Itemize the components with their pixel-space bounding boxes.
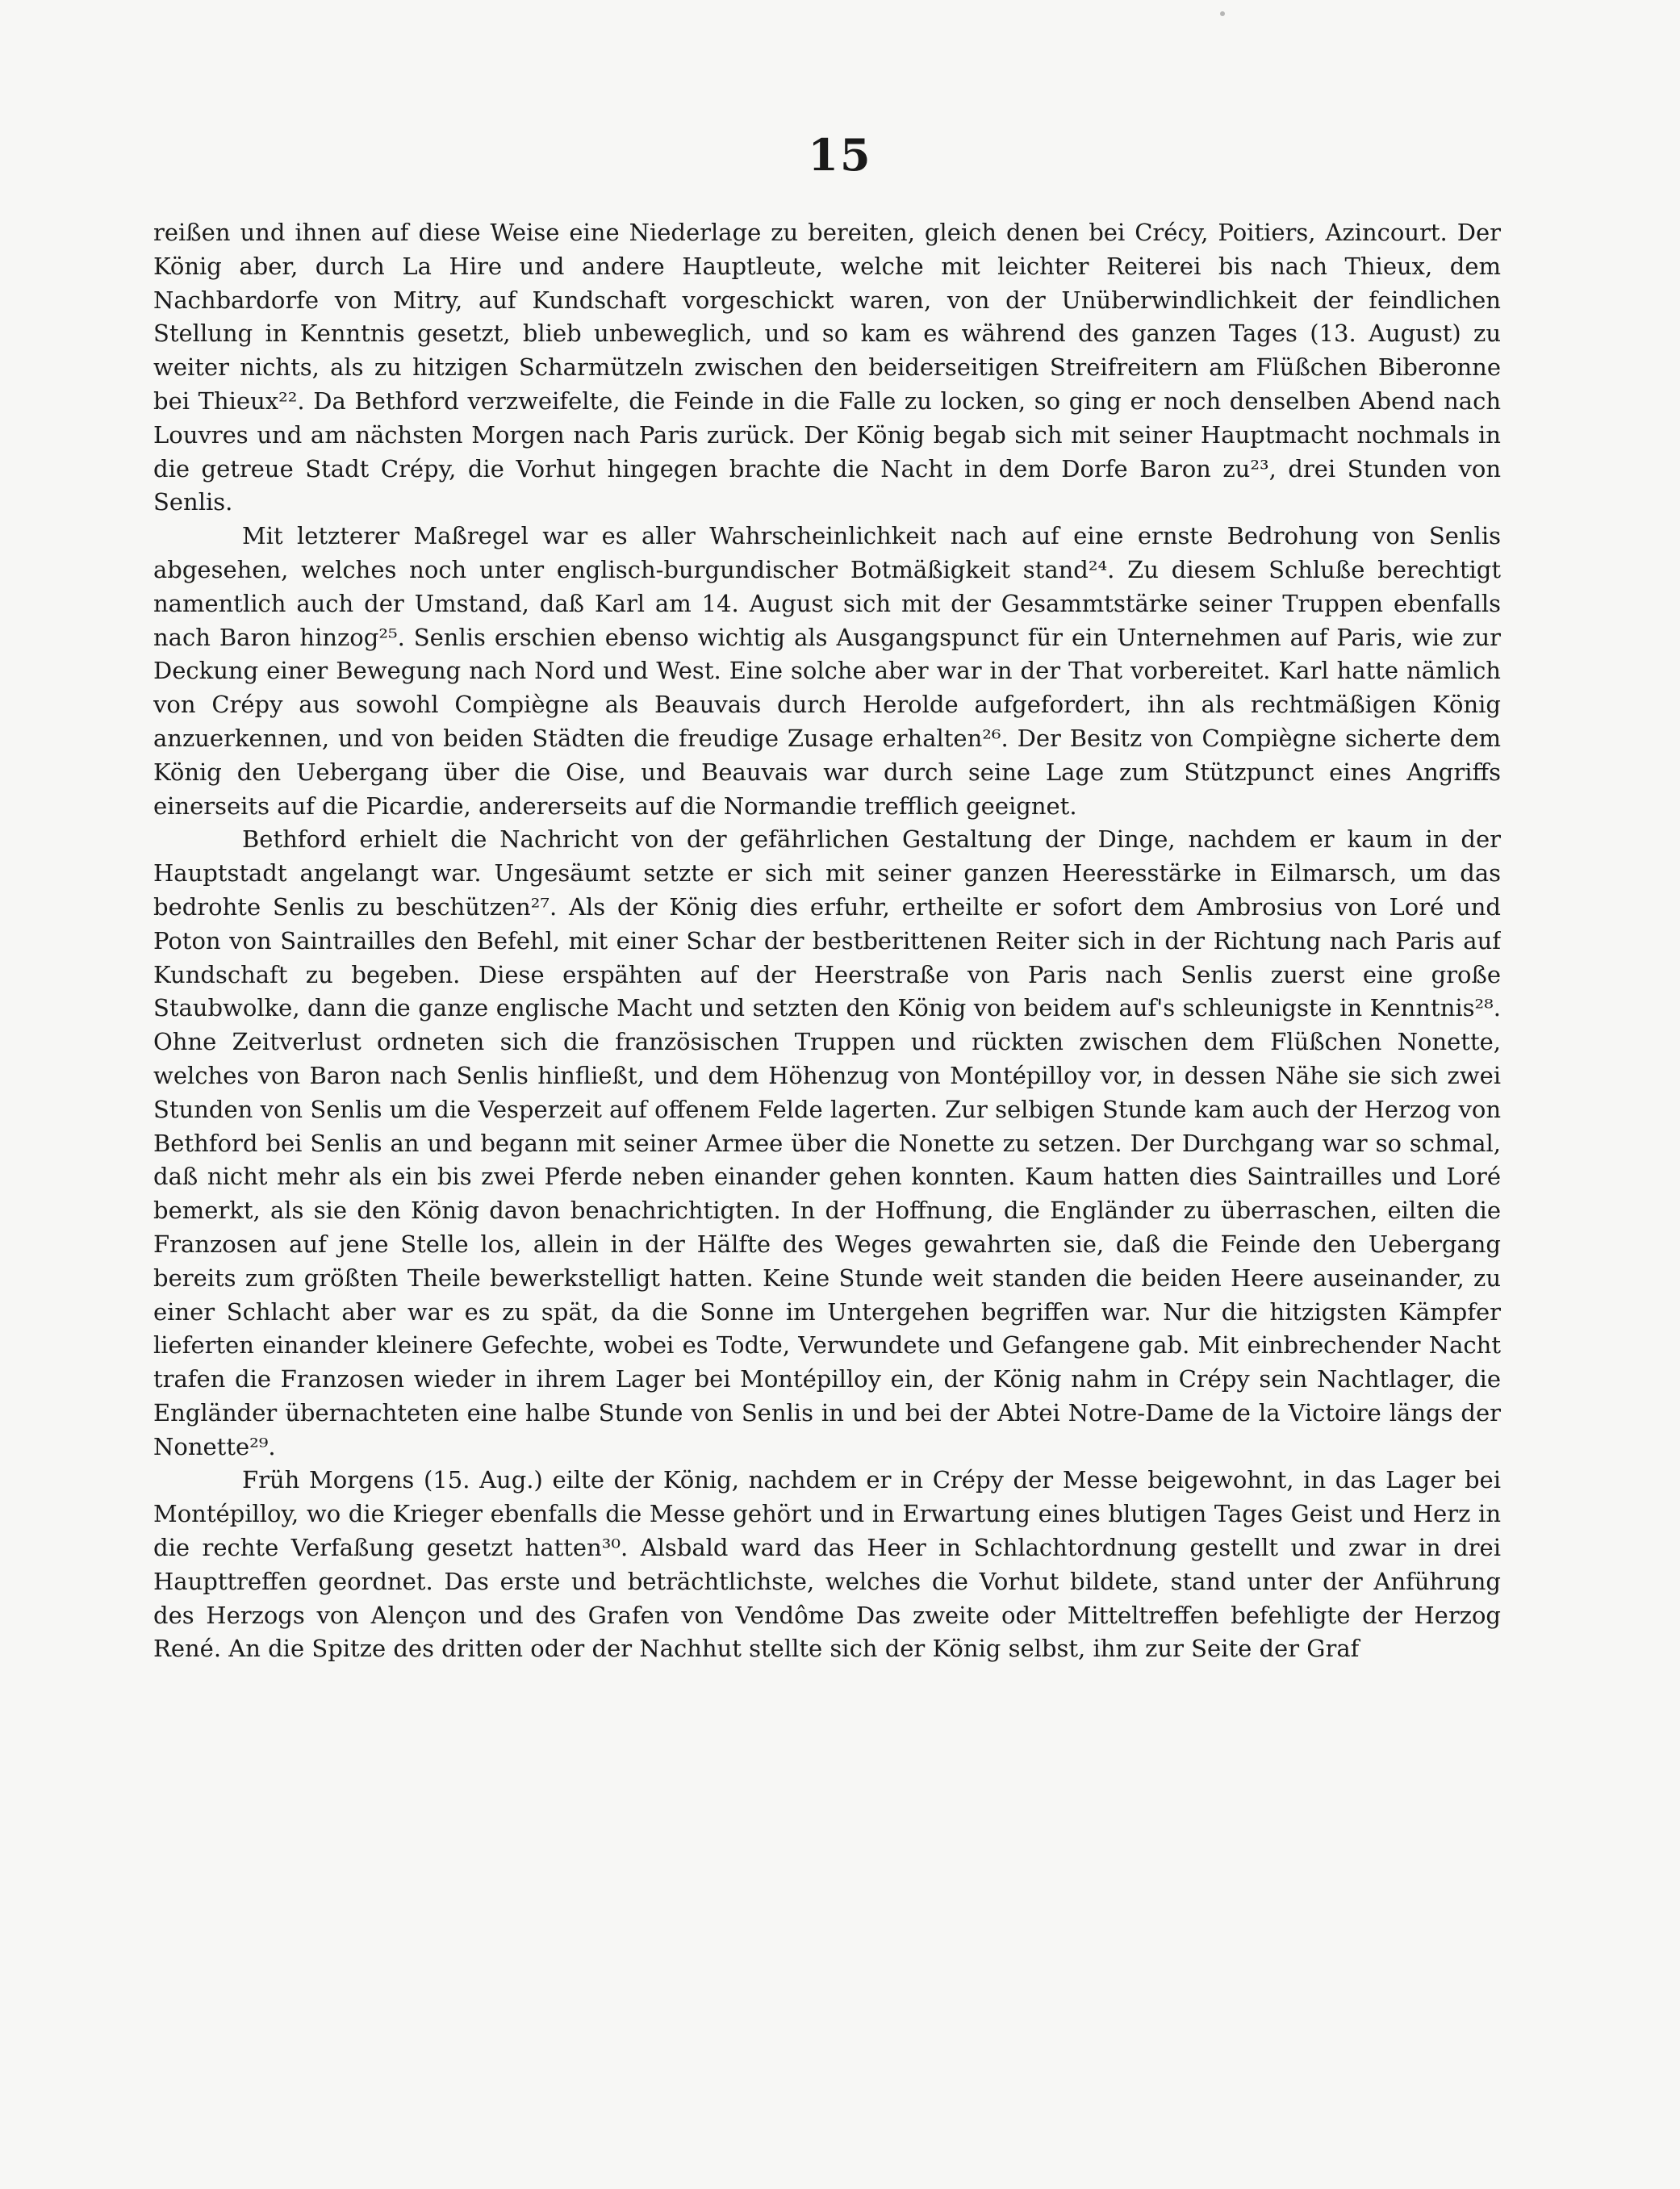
paragraph-4: Früh Morgens (15. Aug.) eilte der König, nachdem er in Crépy der Messe beigewohnt, in das Lager bei Montépilloy, wo die Krieger ebenfalls die Messe gehört und in Erwartung eines blutigen Tages Geist und Herz in die rechte Verfaßung gesetzt hatten³⁰. Alsbald ward das Heer in Schlachtordnung gestellt und zwar in drei Haupttreffen geordnet. Das erste und beträchtlichste, welches die Vorhut bildete, stand unter der Anführung des Herzogs von Alençon und des Grafen von Vendôme Das zweite oder Mitteltreffen befehligte der Herzog René. An die Spitze des dritten oder der Nachhut stellte sich der König selbst, ihm zur Seite der Graf [153,1466,1501,1663]
paragraph-1: reißen und ihnen auf diese Weise eine Niederlage zu bereiten, gleich denen bei Crécy, Poitiers, Azincourt. Der König aber, durch La Hire und andere Hauptleute, welche mit leichter Reiterei bis nach Thieux, dem Nachbardorfe von Mitry, auf Kundschaft vorgeschickt waren, von der Unüberwindlichkeit der feindlichen Stellung in Kenntnis gesetzt, blieb unbeweglich, und so kam es während des ganzen Tages (13. August) zu weiter nichts, als zu hitzigen Scharmützeln zwischen den beiderseitigen Streifreitern am Flüßchen Biberonne bei Thieux²². Da Bethford verzweifelte, die Feinde in die Falle zu locken, so ging er noch denselben Abend nach Louvres und am nächsten Morgen nach Paris zurück. Der König begab sich mit seiner Hauptmacht nochmals in die getreue Stadt Crépy, die Vorhut hingegen brachte die Nacht in dem Dorfe Baron zu²³, drei Stunden von Senlis. [153,219,1501,516]
body-text [153,216,1501,2104]
paper-speck [1220,11,1225,16]
page-number: 15 [808,129,872,181]
paragraph-3: Bethford erhielt die Nachricht von der gefährlichen Gestaltung der Dinge, nachdem er kaum in der Hauptstadt angelangt war. Ungesäumt setzte er sich mit seiner ganzen Heeresstärke in Eilmarsch, um das bedrohte Senlis zu beschützen²⁷. Als der König dies erfuhr, ertheilte er sofort dem Ambrosius von Loré und Poton von Saintrailles den Befehl, mit einer Schar der bestberittenen Reiter sich in der Richtung nach Paris auf Kundschaft zu begeben. Diese erspähten auf der Heerstraße von Paris nach Senlis zuerst eine große Staubwolke, dann die ganze englische Macht und setzten den König von beidem auf's schleunigste in Kenntnis²⁸. Ohne Zeitverlust ordneten sich die französischen Truppen und rückten zwischen dem Flüßchen Nonette, welches von Baron nach Senlis hinfließt, und dem Höhenzug von Montépilloy vor, in dessen Nähe sie sich zwei Stunden von Senlis um die Vesperzeit auf offenem Felde lagerten. Zur selbigen Stunde kam auch der Herzog von Bethford bei Senlis an und begann mit seiner Armee über die Nonette zu setzen. Der Durchgang war so schmal, daß nicht mehr als ein bis zwei Pferde neben einander gehen konnten. Kaum hatten dies Saintrailles und Loré bemerkt, als sie den König davon benachrichtigten. In der Hoffnung, die Engländer zu überraschen, eilten die Franzosen auf jene Stelle los, allein in der Hälfte des Weges gewahrten sie, daß die Feinde den Uebergang bereits zum größten Theile bewerkstelligt hatten. Keine Stunde weit standen die beiden Heere auseinander, zu einer Schlacht aber war es zu spät, da die Sonne im Untergehen begriffen war. Nur die hitzigsten Kämpfer lieferten einander kleinere Gefechte, wobei es Todte, Verwundete und Gefangene gab. Mit einbrechender Nacht trafen die Franzosen wieder in ihrem Lager bei Montépilloy ein, der König nahm in Crépy sein Nachtlager, die Engländer übernachteten eine halbe Stunde von Senlis in und bei der Abtei Notre-Dame de la Victoire längs der Nonette²⁹. [153,825,1501,1460]
paragraph-2: Mit letzterer Maßregel war es aller Wahrscheinlichkeit nach auf eine ernste Bedrohung von Senlis abgesehen, welches noch unter englisch-burgundischer Botmäßigkeit stand²⁴. Zu diesem Schluße berechtigt namentlich auch der Umstand, daß Karl am 14. August sich mit der Gesammtstärke seiner Truppen ebenfalls nach Baron hinzog²⁵. Senlis erschien ebenso wichtig als Ausgangspunct für ein Unternehmen auf Paris, wie zur Deckung einer Bewegung nach Nord und West. Eine solche aber war in der That vorbereitet. Karl hatte nämlich von Crépy aus sowohl Compiègne als Beauvais durch Herolde aufgefordert, ihn als rechtmäßigen König anzuerkennen, und von beiden Städten die freudige Zusage erhalten²⁶. Der Besitz von Compiègne sicherte dem König den Uebergang über die Oise, und Beauvais war durch seine Lage zum Stützpunct eines Angriffs einerseits auf die Picardie, andererseits auf die Normandie trefflich geeignet. [153,522,1501,820]
